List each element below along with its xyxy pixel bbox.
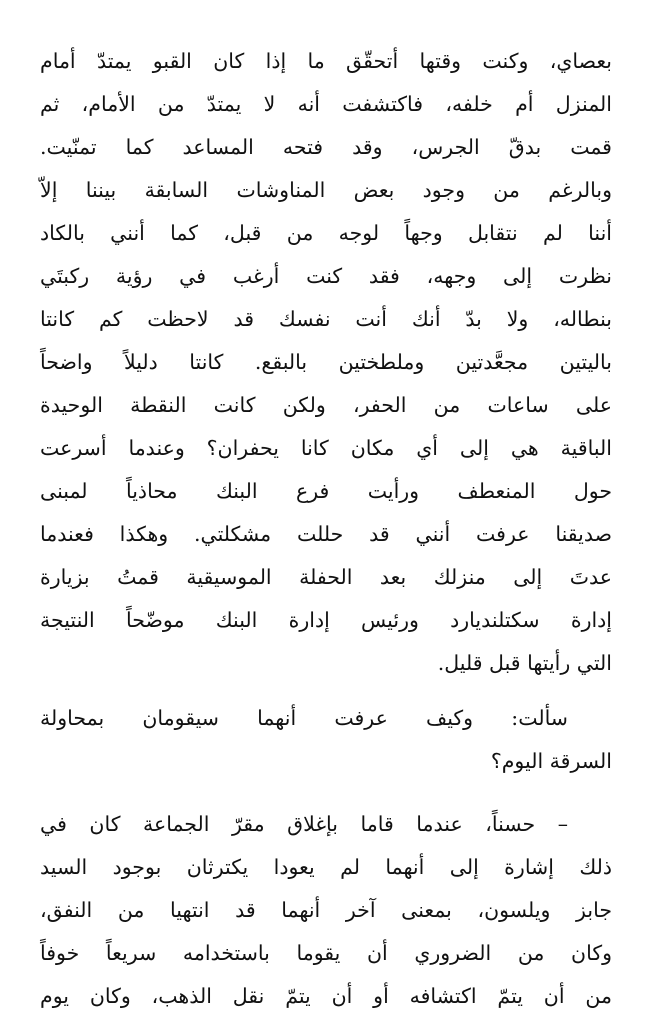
text-line: صديقنا عرفت أنني قد حللت مشكلتي. وهكذا فعندما: [40, 522, 612, 546]
text-line: حول المنعطف ورأيت فرع البنك محاذياً لمبنى: [40, 479, 612, 503]
text-line: بعصاي، وكنت وقتها أتحقّق ما إذا كان القبو يمتدّ أمام: [40, 49, 612, 73]
text-line: المنزل أم خلفه، فاكتشفت أنه لا يمتدّ من الأمام، ثم: [40, 92, 612, 116]
paragraph-answer: [40, 803, 612, 1018]
text-line: قمت بدقّ الجرس، وقد فتحه المساعد كما تمنّيت.: [40, 135, 612, 159]
text-line: وبالرغم من وجود بعض المناوشات السابقة بيننا إلاّ: [40, 178, 612, 202]
text-line: الباقية هي إلى أي مكان كانا يحفران؟ وعندما أسرعت: [40, 436, 612, 460]
text-line: نظرت إلى وجهه، فقد كنت أرغب في رؤية ركبتَي: [40, 264, 612, 288]
text-line: جابز ويلسون، بمعنى آخر أنهما قد انتهيا من النفق،: [40, 898, 612, 922]
text-line: عدتَ إلى منزلك بعد الحفلة الموسيقية قمتُ بزيارة: [40, 565, 612, 589]
paragraph-question: [40, 697, 612, 783]
text-line: على ساعات من الحفر، ولكن كانت النقطة الوحيدة: [40, 393, 612, 417]
text-line: التي رأيتها قبل قليل.: [437, 651, 612, 675]
text-line: – حسناً، عندما قاما بإغلاق مقرّ الجماعة كان في: [40, 812, 568, 836]
text-line: سألت: وكيف عرفت أنهما سيقومان بمحاولة: [40, 706, 568, 730]
paragraph-narrative: [40, 40, 612, 685]
text-line: من أن يتمّ اكتشافه أو أن يتمّ نقل الذهب، وكان يوم: [40, 984, 612, 1008]
book-page: [40, 40, 612, 1018]
text-line: بنطاله، ولا بدّ أنك أنت نفسك قد لاحظت كم كانتا: [40, 307, 612, 331]
text-line: وكان من الضروري أن يقوما باستخدامه سريعاً خوفاً: [40, 941, 612, 965]
text-line: أننا لم نتقابل وجهاً لوجه من قبل، كما أنني بالكاد: [40, 221, 612, 245]
text-line: ذلك إشارة إلى أنهما لم يعودا يكترثان بوجود السيد: [40, 855, 612, 879]
text-line: السرقة اليوم؟: [490, 749, 612, 773]
text-line: إدارة سكتلنديارد ورئيس إدارة البنك موضّحاً النتيجة: [40, 608, 612, 632]
text-line: باليتين مجعَّدتين وملطختين بالبقع. كانتا دليلاً واضحاً: [40, 350, 612, 374]
